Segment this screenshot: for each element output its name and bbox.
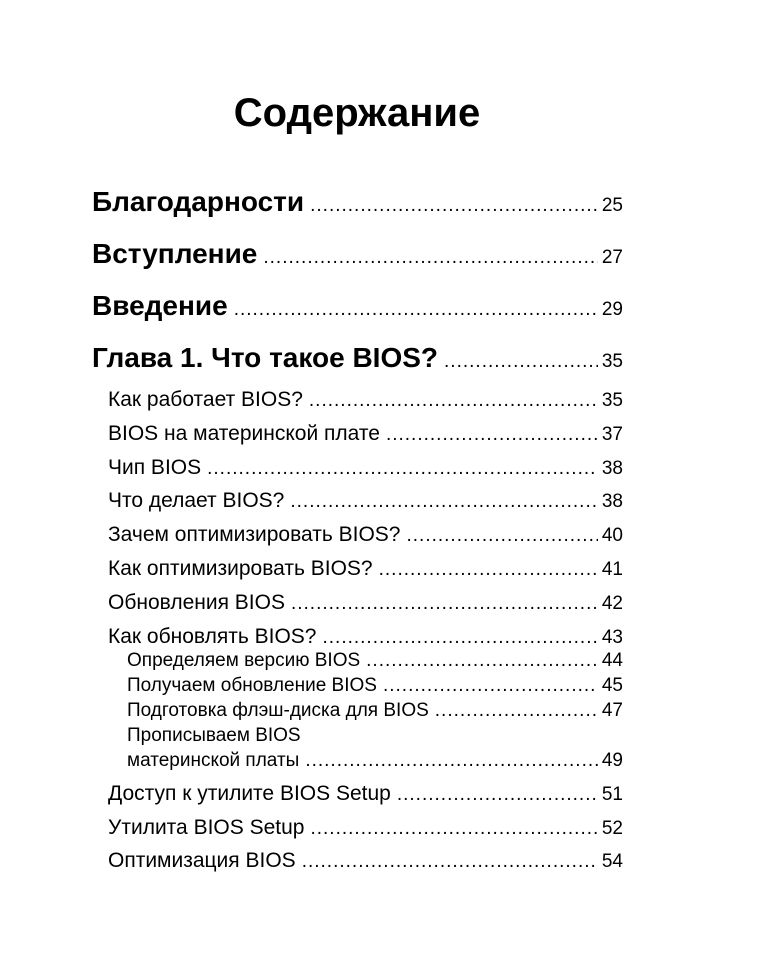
toc-page-number: 47 xyxy=(601,700,623,721)
toc-entry-title: Глава 1. Что такое BIOS? xyxy=(92,342,439,373)
dot-leader xyxy=(290,491,598,513)
toc-page-number: 40 xyxy=(601,525,623,546)
dot-leader xyxy=(406,525,597,547)
toc-entry-title: Получаем обновление BIOS xyxy=(127,675,377,696)
dot-leader xyxy=(444,351,598,373)
toc-entry-title-line1: Прописываем BIOS xyxy=(127,725,301,746)
toc-entry-title: Обновления BIOS xyxy=(108,591,285,614)
toc-entry-title: Оптимизация BIOS xyxy=(108,849,296,872)
toc-page-number: 25 xyxy=(601,195,623,216)
toc-entry xyxy=(108,816,623,840)
toc-page-number: 37 xyxy=(601,424,623,445)
dot-leader xyxy=(322,627,597,649)
dot-leader xyxy=(310,195,598,217)
toc-entry xyxy=(127,650,623,672)
toc-entry xyxy=(127,750,623,772)
dot-leader xyxy=(263,247,597,269)
toc-entry xyxy=(108,591,623,615)
toc-page-number: 38 xyxy=(601,491,623,512)
toc-page-number: 35 xyxy=(601,390,623,411)
toc-page-number: 41 xyxy=(601,559,623,580)
toc-page-number: 42 xyxy=(601,593,623,614)
toc-entry-title: Доступ к утилите BIOS Setup xyxy=(108,782,391,805)
toc-entry xyxy=(108,523,623,547)
toc-entry xyxy=(127,700,623,722)
toc-page-number: 27 xyxy=(601,247,623,268)
dot-leader xyxy=(234,299,598,321)
toc-entry xyxy=(108,456,623,480)
dot-leader xyxy=(309,390,598,412)
toc-entry xyxy=(92,186,623,218)
toc-entry xyxy=(92,342,623,374)
dot-leader xyxy=(379,559,598,581)
toc-entry-title: Определяем версию BIOS xyxy=(127,650,361,671)
toc-entry-title: Как работает BIOS? xyxy=(108,388,303,411)
toc-entry-title: Подготовка флэш-диска для BIOS xyxy=(127,700,429,721)
toc-page-number: 44 xyxy=(601,650,623,671)
toc-entry-title: Как оптимизировать BIOS? xyxy=(108,557,373,580)
dot-leader xyxy=(366,650,598,672)
toc-page-number: 45 xyxy=(601,675,623,696)
toc-entry xyxy=(108,422,623,446)
toc-entry-title: Утилита BIOS Setup xyxy=(108,816,305,839)
toc-entry-title: BIOS на материнской плате xyxy=(108,422,380,445)
toc-entry-title: Вступление xyxy=(92,238,258,269)
toc-entry-title: Введение xyxy=(92,290,228,321)
toc-page-number: 35 xyxy=(601,351,623,372)
dot-leader xyxy=(302,851,598,873)
dot-leader xyxy=(207,458,598,480)
toc-entry xyxy=(108,625,623,649)
toc-page-number: 38 xyxy=(601,458,623,479)
dot-leader xyxy=(386,424,598,446)
toc-page-number: 54 xyxy=(601,851,623,872)
toc-entry xyxy=(108,782,623,806)
toc-page-number: 51 xyxy=(601,784,623,805)
toc-entry xyxy=(127,675,623,697)
toc-entry-title: Чип BIOS xyxy=(108,456,202,479)
toc-entry-title: Зачем оптимизировать BIOS? xyxy=(108,523,401,546)
toc-entry xyxy=(92,290,623,322)
toc-entry xyxy=(108,489,623,513)
dot-leader xyxy=(383,675,598,697)
toc-entry-title: материнской платы xyxy=(127,750,300,771)
toc-entry-title: Что делает BIOS? xyxy=(108,489,285,512)
page-title: Содержание xyxy=(233,91,481,135)
toc-page-number: 43 xyxy=(601,627,623,648)
toc-page-number: 49 xyxy=(601,750,623,771)
toc-page-number: 52 xyxy=(601,818,623,839)
dot-leader xyxy=(397,784,598,806)
toc-entry-title: Как обновлять BIOS? xyxy=(108,625,317,648)
toc-entry xyxy=(108,388,623,412)
dot-leader xyxy=(435,700,598,722)
toc-entry-title: Благодарности xyxy=(92,186,305,217)
dot-leader xyxy=(291,593,598,615)
dot-leader xyxy=(305,750,598,772)
dot-leader xyxy=(310,818,597,840)
toc-entry xyxy=(92,238,623,270)
toc-page-number: 29 xyxy=(601,299,623,320)
toc-entry xyxy=(108,849,623,873)
toc-entry xyxy=(108,557,623,581)
